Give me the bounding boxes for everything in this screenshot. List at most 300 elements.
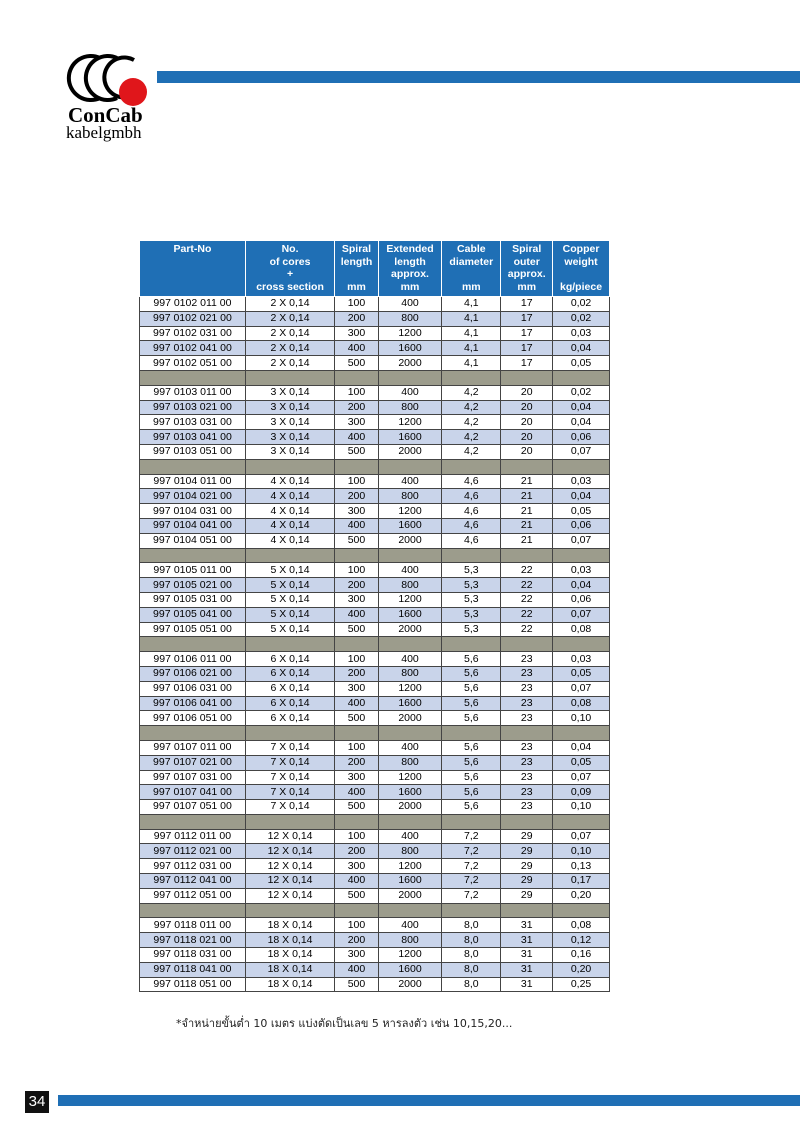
table-cell: 4 X 0,14 — [245, 518, 334, 533]
table-cell: 1600 — [378, 785, 441, 800]
table-cell: 7,2 — [442, 888, 501, 903]
part-number-cell: 997 0102 021 00 — [140, 311, 246, 326]
group-separator-row — [140, 637, 610, 652]
table-cell: 5,3 — [442, 622, 501, 637]
table-row — [140, 918, 610, 933]
table-cell: 17 — [501, 311, 553, 326]
table-cell: 1600 — [378, 341, 441, 356]
separator-cell — [442, 370, 501, 385]
table-row — [140, 711, 610, 726]
brand-name: ConCab — [68, 103, 143, 127]
table-cell: 5 X 0,14 — [245, 578, 334, 593]
separator-cell — [245, 548, 334, 563]
table-cell: 500 — [335, 711, 379, 726]
column-header — [140, 241, 246, 297]
table-row — [140, 844, 610, 859]
table-cell: 3 X 0,14 — [245, 415, 334, 430]
table-cell: 400 — [335, 518, 379, 533]
group-separator-row — [140, 726, 610, 741]
table-row — [140, 578, 610, 593]
separator-cell — [335, 814, 379, 829]
table-cell: 3 X 0,14 — [245, 385, 334, 400]
table-cell: 0,06 — [553, 430, 610, 445]
table-cell: 12 X 0,14 — [245, 874, 334, 889]
separator-cell — [442, 459, 501, 474]
part-number-cell: 997 0104 021 00 — [140, 489, 246, 504]
table-cell: 12 X 0,14 — [245, 888, 334, 903]
table-cell: 4,1 — [442, 356, 501, 371]
table-cell: 100 — [335, 385, 379, 400]
table-cell: 400 — [335, 607, 379, 622]
table-cell: 5,6 — [442, 755, 501, 770]
separator-cell — [553, 637, 610, 652]
table-cell: 0,03 — [553, 474, 610, 489]
part-number-cell: 997 0112 051 00 — [140, 888, 246, 903]
separator-cell — [553, 726, 610, 741]
part-number-cell: 997 0102 031 00 — [140, 326, 246, 341]
table-row — [140, 622, 610, 637]
table-cell: 0,03 — [553, 652, 610, 667]
table-cell: 4,2 — [442, 430, 501, 445]
table-cell: 0,05 — [553, 356, 610, 371]
separator-cell — [245, 370, 334, 385]
table-cell: 500 — [335, 888, 379, 903]
part-number-cell: 997 0103 031 00 — [140, 415, 246, 430]
footnote: *จำหน่ายขั้นต่ำ 10 เมตร แบ่งตัดเป็นเลข 5 หารลงตัว เช่น 10,15,20... — [176, 1017, 513, 1030]
table-cell: 100 — [335, 918, 379, 933]
table-cell: 0,10 — [553, 800, 610, 815]
table-cell: 4,1 — [442, 297, 501, 312]
table-cell: 18 X 0,14 — [245, 933, 334, 948]
table-cell: 400 — [378, 652, 441, 667]
spiral-cable-spec-table — [139, 240, 610, 992]
column-header-line: Spiral — [341, 243, 372, 255]
table-cell: 400 — [378, 918, 441, 933]
table-cell: 300 — [335, 948, 379, 963]
table-cell: 17 — [501, 326, 553, 341]
table-row — [140, 356, 610, 371]
table-cell: 7 X 0,14 — [245, 800, 334, 815]
table-body — [140, 297, 610, 992]
table-cell: 4,2 — [442, 385, 501, 400]
column-header-line: of cores — [269, 255, 311, 268]
table-cell: 31 — [501, 962, 553, 977]
table-cell: 800 — [378, 311, 441, 326]
column-header-line: mm — [400, 280, 420, 293]
table-cell: 5,3 — [442, 607, 501, 622]
table-row — [140, 444, 610, 459]
separator-cell — [553, 903, 610, 918]
table-cell: 5,6 — [442, 681, 501, 696]
table-row — [140, 385, 610, 400]
table-cell: 0,10 — [553, 711, 610, 726]
table-cell: 17 — [501, 297, 553, 312]
table-cell: 100 — [335, 297, 379, 312]
table-cell: 20 — [501, 400, 553, 415]
table-cell: 21 — [501, 504, 553, 519]
group-separator-row — [140, 548, 610, 563]
table-cell: 0,05 — [553, 755, 610, 770]
table-cell: 8,0 — [442, 918, 501, 933]
table-row — [140, 681, 610, 696]
table-cell: 800 — [378, 755, 441, 770]
table-cell: 4,1 — [442, 311, 501, 326]
table-cell: 31 — [501, 933, 553, 948]
table-cell: 1600 — [378, 518, 441, 533]
column-header-line: Spiral — [512, 243, 542, 255]
table-cell: 1600 — [378, 607, 441, 622]
table-cell: 23 — [501, 681, 553, 696]
table-cell: 23 — [501, 666, 553, 681]
table-cell: 100 — [335, 829, 379, 844]
table-row — [140, 474, 610, 489]
separator-cell — [553, 814, 610, 829]
table-cell: 22 — [501, 578, 553, 593]
table-cell: 800 — [378, 844, 441, 859]
table-cell: 18 X 0,14 — [245, 962, 334, 977]
table-cell: 400 — [335, 874, 379, 889]
table-cell: 5,6 — [442, 785, 501, 800]
separator-cell — [140, 548, 246, 563]
part-number-cell: 997 0106 051 00 — [140, 711, 246, 726]
table-row — [140, 311, 610, 326]
table-cell: 200 — [335, 489, 379, 504]
table-cell: 2000 — [378, 533, 441, 548]
column-header-line: Extended — [386, 243, 434, 255]
table-row — [140, 430, 610, 445]
table-cell: 500 — [335, 977, 379, 992]
table-cell: 0,06 — [553, 592, 610, 607]
table-cell: 21 — [501, 533, 553, 548]
table-cell: 0,20 — [553, 962, 610, 977]
part-number-cell: 997 0118 011 00 — [140, 918, 246, 933]
table-row — [140, 400, 610, 415]
table-cell: 31 — [501, 948, 553, 963]
table-cell: 31 — [501, 977, 553, 992]
table-cell: 23 — [501, 785, 553, 800]
separator-cell — [335, 903, 379, 918]
table-cell: 0,12 — [553, 933, 610, 948]
table-row — [140, 563, 610, 578]
table-cell: 12 X 0,14 — [245, 844, 334, 859]
table-cell: 23 — [501, 755, 553, 770]
separator-cell — [378, 814, 441, 829]
table-cell: 200 — [335, 844, 379, 859]
header-bar — [157, 71, 800, 83]
table-row — [140, 859, 610, 874]
table-cell: 1600 — [378, 696, 441, 711]
table-cell: 2000 — [378, 356, 441, 371]
table-cell: 4,1 — [442, 341, 501, 356]
column-header — [335, 241, 379, 297]
table-cell: 400 — [335, 430, 379, 445]
column-header — [501, 241, 553, 297]
table-row — [140, 489, 610, 504]
part-number-cell: 997 0118 021 00 — [140, 933, 246, 948]
separator-cell — [501, 459, 553, 474]
group-separator-row — [140, 814, 610, 829]
table-row — [140, 740, 610, 755]
part-number-cell: 997 0112 041 00 — [140, 874, 246, 889]
column-header-line: weight — [564, 255, 598, 268]
table-cell: 200 — [335, 311, 379, 326]
table-cell: 1200 — [378, 326, 441, 341]
table-cell: 7 X 0,14 — [245, 755, 334, 770]
table-cell: 500 — [335, 622, 379, 637]
table-cell: 6 X 0,14 — [245, 652, 334, 667]
table-cell: 6 X 0,14 — [245, 666, 334, 681]
brand-subtitle: kabelgmbh — [66, 123, 142, 142]
table-cell: 2000 — [378, 800, 441, 815]
table-cell: 1600 — [378, 962, 441, 977]
table-cell: 29 — [501, 844, 553, 859]
table-cell: 18 X 0,14 — [245, 977, 334, 992]
table-cell: 300 — [335, 326, 379, 341]
table-cell: 4 X 0,14 — [245, 489, 334, 504]
table-cell: 0,20 — [553, 888, 610, 903]
part-number-cell: 997 0105 021 00 — [140, 578, 246, 593]
table-cell: 0,09 — [553, 785, 610, 800]
table-cell: 5 X 0,14 — [245, 563, 334, 578]
table-cell: 5,6 — [442, 740, 501, 755]
column-header-line: diameter — [449, 255, 494, 268]
table-row — [140, 652, 610, 667]
table-cell: 0,07 — [553, 607, 610, 622]
table-cell: 6 X 0,14 — [245, 711, 334, 726]
separator-cell — [501, 726, 553, 741]
table-cell: 6 X 0,14 — [245, 681, 334, 696]
separator-cell — [140, 903, 246, 918]
table-cell: 3 X 0,14 — [245, 430, 334, 445]
table-cell: 20 — [501, 415, 553, 430]
group-separator-row — [140, 370, 610, 385]
table-cell: 2000 — [378, 711, 441, 726]
table-cell: 8,0 — [442, 977, 501, 992]
table-cell: 400 — [378, 474, 441, 489]
table-cell: 300 — [335, 592, 379, 607]
table-row — [140, 326, 610, 341]
table-cell: 4,6 — [442, 474, 501, 489]
table-cell: 200 — [335, 666, 379, 681]
table-cell: 0,02 — [553, 297, 610, 312]
table-cell: 4,6 — [442, 533, 501, 548]
table-cell: 0,03 — [553, 563, 610, 578]
part-number-cell: 997 0118 031 00 — [140, 948, 246, 963]
table-cell: 0,16 — [553, 948, 610, 963]
table-header-row — [140, 241, 610, 297]
table-cell: 0,08 — [553, 622, 610, 637]
table-cell: 1200 — [378, 592, 441, 607]
column-header-line — [336, 268, 377, 281]
table-cell: 5 X 0,14 — [245, 622, 334, 637]
table-cell: 4,6 — [442, 504, 501, 519]
table-row — [140, 607, 610, 622]
table-cell: 1200 — [378, 681, 441, 696]
column-header-line: + — [286, 268, 294, 280]
part-number-cell: 997 0104 051 00 — [140, 533, 246, 548]
table-cell: 2 X 0,14 — [245, 311, 334, 326]
separator-cell — [335, 548, 379, 563]
table-cell: 0,07 — [553, 829, 610, 844]
separator-cell — [335, 726, 379, 741]
table-cell: 1600 — [378, 430, 441, 445]
table-cell: 500 — [335, 356, 379, 371]
table-cell: 4,6 — [442, 489, 501, 504]
column-header-line: mm — [347, 280, 366, 293]
table-cell: 2 X 0,14 — [245, 341, 334, 356]
separator-cell — [378, 370, 441, 385]
table-row — [140, 888, 610, 903]
column-header-line: Part-No — [173, 243, 212, 255]
part-number-cell: 997 0102 041 00 — [140, 341, 246, 356]
part-number-cell: 997 0106 031 00 — [140, 681, 246, 696]
part-number-cell: 997 0103 051 00 — [140, 444, 246, 459]
table-cell: 5,3 — [442, 578, 501, 593]
table-cell: 400 — [378, 297, 441, 312]
table-cell: 0,25 — [553, 977, 610, 992]
part-number-cell: 997 0105 011 00 — [140, 563, 246, 578]
table-row — [140, 533, 610, 548]
part-number-cell: 997 0112 021 00 — [140, 844, 246, 859]
table-cell: 8,0 — [442, 933, 501, 948]
part-number-cell: 997 0107 031 00 — [140, 770, 246, 785]
table-cell: 500 — [335, 533, 379, 548]
table-cell: 300 — [335, 504, 379, 519]
table-cell: 7,2 — [442, 859, 501, 874]
table-cell: 20 — [501, 385, 553, 400]
part-number-cell: 997 0105 031 00 — [140, 592, 246, 607]
table-cell: 100 — [335, 474, 379, 489]
separator-cell — [501, 637, 553, 652]
table-cell: 2000 — [378, 888, 441, 903]
separator-cell — [378, 637, 441, 652]
separator-cell — [140, 370, 246, 385]
separator-cell — [335, 637, 379, 652]
table-row — [140, 666, 610, 681]
table-cell: 800 — [378, 666, 441, 681]
table-row — [140, 829, 610, 844]
table-cell: 1600 — [378, 874, 441, 889]
table-cell: 0,07 — [553, 533, 610, 548]
table-row — [140, 592, 610, 607]
table-cell: 22 — [501, 563, 553, 578]
column-header-line: length — [340, 255, 373, 268]
part-number-cell: 997 0103 041 00 — [140, 430, 246, 445]
separator-cell — [378, 903, 441, 918]
table-row — [140, 948, 610, 963]
table-cell: 300 — [335, 681, 379, 696]
table-row — [140, 874, 610, 889]
table-cell: 500 — [335, 444, 379, 459]
separator-cell — [501, 370, 553, 385]
table-cell: 400 — [378, 740, 441, 755]
part-number-cell: 997 0104 031 00 — [140, 504, 246, 519]
table-cell: 0,10 — [553, 844, 610, 859]
table-row — [140, 977, 610, 992]
column-header-line — [554, 268, 608, 281]
table-cell: 100 — [335, 563, 379, 578]
table-cell: 0,17 — [553, 874, 610, 889]
table-row — [140, 785, 610, 800]
table-cell: 0,02 — [553, 311, 610, 326]
part-number-cell: 997 0103 011 00 — [140, 385, 246, 400]
table-cell: 17 — [501, 341, 553, 356]
table-cell: 1200 — [378, 948, 441, 963]
table-cell: 2 X 0,14 — [245, 297, 334, 312]
table-cell: 2000 — [378, 977, 441, 992]
column-header-line: approx. — [391, 268, 429, 280]
table-cell: 200 — [335, 755, 379, 770]
table-cell: 0,03 — [553, 326, 610, 341]
part-number-cell: 997 0107 051 00 — [140, 800, 246, 815]
table-row — [140, 518, 610, 533]
group-separator-row — [140, 459, 610, 474]
table-cell: 8,0 — [442, 962, 501, 977]
part-number-cell: 997 0106 011 00 — [140, 652, 246, 667]
column-header-line: kg/piece — [560, 280, 603, 293]
column-header-line: cross section — [256, 280, 324, 293]
table-cell: 0,08 — [553, 918, 610, 933]
table-cell: 2 X 0,14 — [245, 326, 334, 341]
page-number: 34 — [25, 1091, 49, 1113]
table-cell: 7,2 — [442, 844, 501, 859]
table-cell: 400 — [378, 563, 441, 578]
table-cell: 2000 — [378, 444, 441, 459]
table-cell: 0,05 — [553, 666, 610, 681]
table-cell: 8,0 — [442, 948, 501, 963]
table-cell: 20 — [501, 430, 553, 445]
table-cell: 23 — [501, 770, 553, 785]
separator-cell — [553, 548, 610, 563]
table-cell: 23 — [501, 800, 553, 815]
table-cell: 100 — [335, 652, 379, 667]
table-cell: 0,06 — [553, 518, 610, 533]
separator-cell — [140, 814, 246, 829]
column-header — [553, 241, 610, 297]
table-cell: 17 — [501, 356, 553, 371]
table-cell: 1200 — [378, 504, 441, 519]
table-cell: 7 X 0,14 — [245, 770, 334, 785]
table-cell: 22 — [501, 607, 553, 622]
table-cell: 5,6 — [442, 696, 501, 711]
table-cell: 29 — [501, 888, 553, 903]
table-cell: 4 X 0,14 — [245, 474, 334, 489]
part-number-cell: 997 0107 021 00 — [140, 755, 246, 770]
part-number-cell: 997 0118 051 00 — [140, 977, 246, 992]
column-header-line: approx. — [507, 268, 546, 280]
table-cell: 4,2 — [442, 400, 501, 415]
table-cell: 18 X 0,14 — [245, 948, 334, 963]
table-cell: 20 — [501, 444, 553, 459]
table-row — [140, 341, 610, 356]
table-cell: 0,04 — [553, 578, 610, 593]
column-header — [245, 241, 334, 297]
concab-logo — [62, 48, 162, 148]
table-cell: 100 — [335, 740, 379, 755]
table-cell: 4 X 0,14 — [245, 504, 334, 519]
table-cell: 5,3 — [442, 592, 501, 607]
separator-cell — [140, 726, 246, 741]
separator-cell — [442, 726, 501, 741]
table-cell: 4,2 — [442, 415, 501, 430]
table-cell: 400 — [335, 696, 379, 711]
table-cell: 5,3 — [442, 563, 501, 578]
part-number-cell: 997 0107 011 00 — [140, 740, 246, 755]
table-cell: 3 X 0,14 — [245, 400, 334, 415]
part-number-cell: 997 0105 041 00 — [140, 607, 246, 622]
table-cell: 800 — [378, 489, 441, 504]
table-row — [140, 933, 610, 948]
